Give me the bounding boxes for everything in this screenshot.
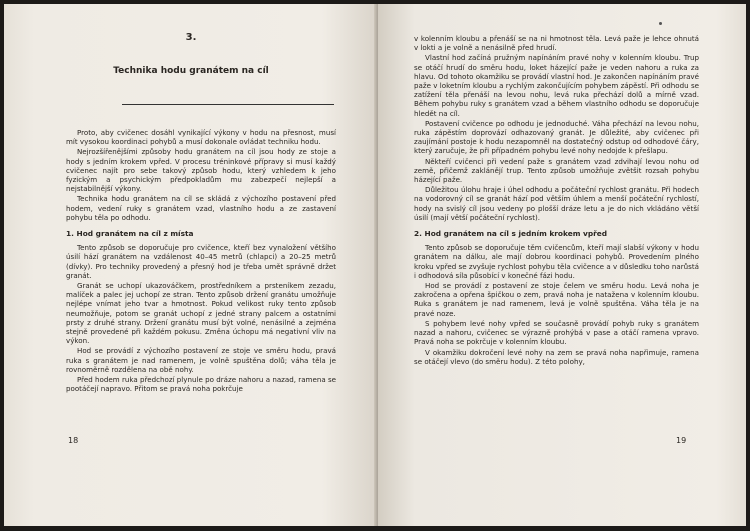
- right-page: [378, 4, 746, 526]
- paragraph: Tento způsob se doporučuje těm cvičencům, kteří mají slabší výkony v hodu granátem na dálku, ale mají dobrou koordinaci pohybů. Provedením plného kroku vpřed se zvyšuje rychlost pohybu těla cvičence a v důsledku toho narůstá i odhodová síla působící v konečné fázi hodu.: [414, 243, 699, 280]
- page-number: 18: [68, 436, 79, 445]
- paragraph: Technika hodu granátem na cíl se skládá z výchozího postavení před hodem, vedení ruky s granátem vzad, vlastního hodu a ze zastavení pohybu těla po odhodu.: [66, 194, 336, 222]
- right-text-column: [414, 34, 699, 367]
- chapter-title: Technika hodu granátem na cíl: [113, 66, 269, 76]
- paragraph: Vlastní hod začíná pružným napínáním pravé nohy v kolenním kloubu. Trup se otáčí hrudí do směru hodu, loket házející paže je veden nahoru a ruka za hlavu. Od tohoto okamžiku se provádí vlastní hod. Je zakončen napínáním pravé paže v loketním kloubu a rychlým zakončujícím pohybem zápěstí. Při odhodu se zatížení těla přenáší na levou nohu, levá ruka přechází dolů a mírně vzad. Během pohybu ruky s granátem vzad a během vlastního odhodu se doporučuje hledět na cíl.: [414, 53, 699, 118]
- paragraph: Hod se provádí z výchozího postavení ze stoje ve směru hodu, pravá ruka s granátem je nad ramenem, je volně spuštěna dolů; váha těla je rovnoměrně rozdělena na obě nohy.: [66, 346, 336, 374]
- book-spread: [4, 4, 746, 526]
- print-speck: [659, 22, 662, 25]
- paragraph: S pohybem levé nohy vpřed se současně provádí pohyb ruky s granátem nazad a nahoru, cvičenec se výrazně prohýbá v pase a otáčí ramena vpravo. Pravá noha se pokrčuje v kolenním kloubu.: [414, 318, 699, 347]
- chapter-number: 3.: [185, 32, 197, 43]
- section-heading: 2. Hod granátem na cíl s jedním krokem vpřed: [414, 229, 608, 239]
- section-heading: 1. Hod granátem na cíl z místa: [66, 229, 194, 239]
- paragraph: Někteří cvičenci při vedení paže s granátem vzad zdvihají levou nohu od země, přičemž zaklánějí trup. Tento způsob umožňuje zvětšit rozsah pohybu házející paže.: [414, 156, 699, 185]
- paragraph: Důležitou úlohu hraje i úhel odhodu a počáteční rychlost granátu. Při hodech na vodorovný cíl se granát hází pod větším úhlem a menší počáteční rychlostí, hody na svislý cíl jsou vedeny po plošší dráze letu a je do nich vkládáno větší úsilí (mají větší počáteční rychlost).: [414, 185, 699, 222]
- paragraph: v kolenním kloubu a přenáší se na ni hmotnost těla. Levá paže je lehce ohnutá v lokti a je volně a nenásilně před hrudí.: [414, 34, 699, 53]
- left-text-column: [66, 128, 336, 394]
- left-page: [4, 4, 378, 526]
- paragraph: V okamžiku dokročení levé nohy na zem se pravá noha napřimuje, ramena se otáčejí vlevo (do směru hodu). Z této polohy,: [414, 347, 699, 366]
- paragraph: Granát se uchopí ukazováčkem, prostředníkem a prsteníkem zezadu, malíček a palec jej uchopí ze stran. Tento způsob držení granátu umožňuje nejlépe vnímat jeho tvar a hmotnost. Pokud velikost ruky tento způsob neumožňuje, potom se granát uchopí z jedné strany palcem a ostatními prsty z druhé strany. Držení granátu musí být volné, nenásilné a zejména stejně provedené při každém pokusu. Změna úchopu má negativní vliv na výkon.: [66, 281, 336, 346]
- page-number: 19: [676, 436, 687, 445]
- paragraph: Hod se provádí z postavení ze stoje čelem ve směru hodu. Levá noha je zakročena a opřena špičkou o zem, pravá noha je natažena v kolenním kloubu. Ruka s granátem je nad ramenem, levá je volně spuštěna. Váha těla je na pravé noze.: [414, 281, 699, 318]
- paragraph: Nejrozšířenějšími způsoby hodu granátem na cíl jsou hody ze stoje a hody s jedním krokem vpřed. V procesu tréninkové přípravy si musí každý cvičenec najít pro sebe takový způsob hodu, který vzhledem k jeho fyzickým a psychickým předpokladům mu zabezpečí nejlepší a nejstabilnější výkony.: [66, 147, 336, 194]
- title-divider: [122, 104, 334, 105]
- paragraph: Postavení cvičence po odhodu je jednoduché. Váha přechází na levou nohu, ruka zápěstím doprovází odhazovaný granát. Je důležité, aby cvičenec při zaujímání postoje k hodu nezapomněl na dostatečný odstup od odhodové čáry, který zaručuje, že při případném pohybu levé nohy nedojde k přešlapu.: [414, 118, 699, 156]
- paragraph: Tento způsob se doporučuje pro cvičence, kteří bez vynaložení většího úsilí hází granátem na vzdálenost 40–45 metrů (chlapci) a 20–25 metrů (dívky). Pro techniky provedený a přesný hod je třeba umět správně držet granát.: [66, 243, 336, 280]
- paragraph: Proto, aby cvičenec dosáhl vynikající výkony v hodu na přesnost, musí mít vysokou koordinaci pohybů a musí dokonale ovládat techniku hodu.: [66, 128, 336, 147]
- paragraph: Před hodem ruka předchozí plynule po dráze nahoru a nazad, ramena se pootáčejí napravo. Přitom se pravá noha pokrčuje: [66, 375, 336, 394]
